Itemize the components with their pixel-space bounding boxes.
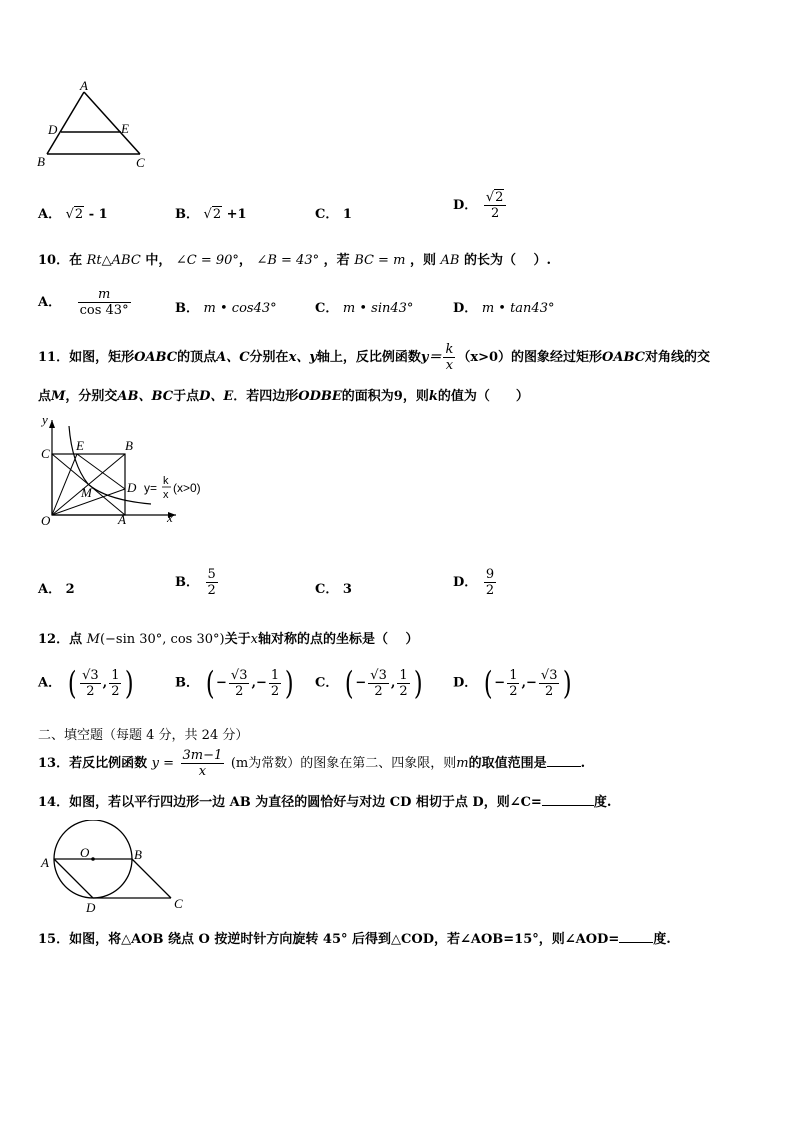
answer-blank-15[interactable] <box>619 942 653 943</box>
label-C: C <box>41 446 50 461</box>
label-B: B <box>125 438 133 453</box>
label-A: A <box>41 855 49 870</box>
answer-blank-13[interactable] <box>547 766 581 767</box>
label-A: A <box>118 512 126 527</box>
triangle-figure-q9 <box>34 80 154 172</box>
question-15: 15．如图，将△AOB 绕点 O 按逆时针方向旋转 45° 后得到△COD，若∠AOB=15°，则∠AOD= 度. <box>38 932 671 947</box>
label-E: E <box>121 121 129 136</box>
question-10: 10．在 Rt△ABC 中， ∠C = 90°， ∠B = 43° ，若 BC = m ，则 AB 的长为（ ）. <box>38 253 552 268</box>
label-O: O <box>80 845 90 860</box>
section-title-fill-in: 二、填空题（每题 4 分，共 24 分） <box>38 728 249 743</box>
q11-option-a[interactable]: A． 2 <box>38 582 75 597</box>
question-11-line-1: 11．如图，矩形OABC的顶点A、C分别在x、y轴上，反比例函数y＝ $\frac{k}{x}$ （x>0）的图象经过矩形OABC对角线的交 <box>38 342 711 373</box>
q9-option-b[interactable]: B． √2 +1 <box>175 207 247 222</box>
fraction: $\frac{√2}{2}$ <box>484 190 507 221</box>
q12-option-c[interactable]: C． ( − $\frac{√3}{2}$ , $\frac{1}{2}$ ) <box>315 664 423 702</box>
axis-x-label: x <box>167 510 173 525</box>
q10-option-b[interactable]: B． m • cos43° <box>175 301 277 316</box>
q10-option-d[interactable]: D． m • tan43° <box>453 301 555 316</box>
label-D: D <box>48 122 58 137</box>
q12-option-a[interactable]: A． ( $\frac{√3}{2}$ , $\frac{1}{2}$ ) <box>38 664 135 702</box>
question-12: 12．点 M(−sin 30°, cos 30°)关于x轴对称的点的坐标是（ ） <box>38 632 419 647</box>
label-B: B <box>37 154 45 169</box>
axis-y-label: y <box>42 412 48 427</box>
label-D: D <box>127 480 137 495</box>
label-D: D <box>86 900 96 914</box>
function-label-x: x <box>163 489 169 501</box>
q9-option-d[interactable]: D． $\frac{√2}{2}$ <box>453 190 508 221</box>
label-C: C <box>174 896 183 911</box>
q12-option-b[interactable]: B． ( − $\frac{√3}{2}$ ,− $\frac{1}{2}$ ) <box>175 664 294 702</box>
q10-option-a[interactable]: A． $\frac{m}{\cos 43^\circ}$ <box>38 287 129 318</box>
function-label-cond: (x>0) <box>173 481 201 495</box>
label-A: A <box>80 80 88 93</box>
function-label-y: y= <box>144 481 158 495</box>
q11-option-d[interactable]: D． $\frac{9}{2}$ <box>453 567 495 598</box>
q10-option-c[interactable]: C． m • sin43° <box>315 301 414 316</box>
function-label-k: k <box>163 475 169 487</box>
question-13: 13．若反比例函数 y = $\frac{3m-1}{x}$ (m为常数）的图象在第二、四象限，则m的取值范围是 . <box>38 748 586 779</box>
question-14: 14．如图，若以平行四边形一边 AB 为直径的圆恰好与对边 CD 相切于点 D，则∠C= 度. <box>38 795 612 810</box>
label-B: B <box>134 847 142 862</box>
label-O: O <box>41 513 51 528</box>
q9-option-a[interactable]: A． √2 - 1 <box>38 207 108 222</box>
circle-parallelogram-figure-q14 <box>36 820 192 914</box>
q12-option-d[interactable]: D． ( − $\frac{1}{2}$ ,− $\frac{√3}{2}$ ) <box>453 664 573 702</box>
q9-option-c[interactable]: C． 1 <box>315 207 352 222</box>
rectangle-hyperbola-figure-q11 <box>36 412 226 530</box>
label-C: C <box>136 155 145 170</box>
q11-option-b[interactable]: B． $\frac{5}{2}$ <box>175 567 216 598</box>
answer-blank-14[interactable] <box>542 805 594 806</box>
label-E: E <box>76 438 84 453</box>
q11-option-c[interactable]: C． 3 <box>315 582 352 597</box>
label-M: M <box>81 485 92 500</box>
question-11-line-2: 点M，分别交AB、BC于点D、E．若四边形ODBE的面积为9，则k的值为（ ） <box>38 389 529 404</box>
